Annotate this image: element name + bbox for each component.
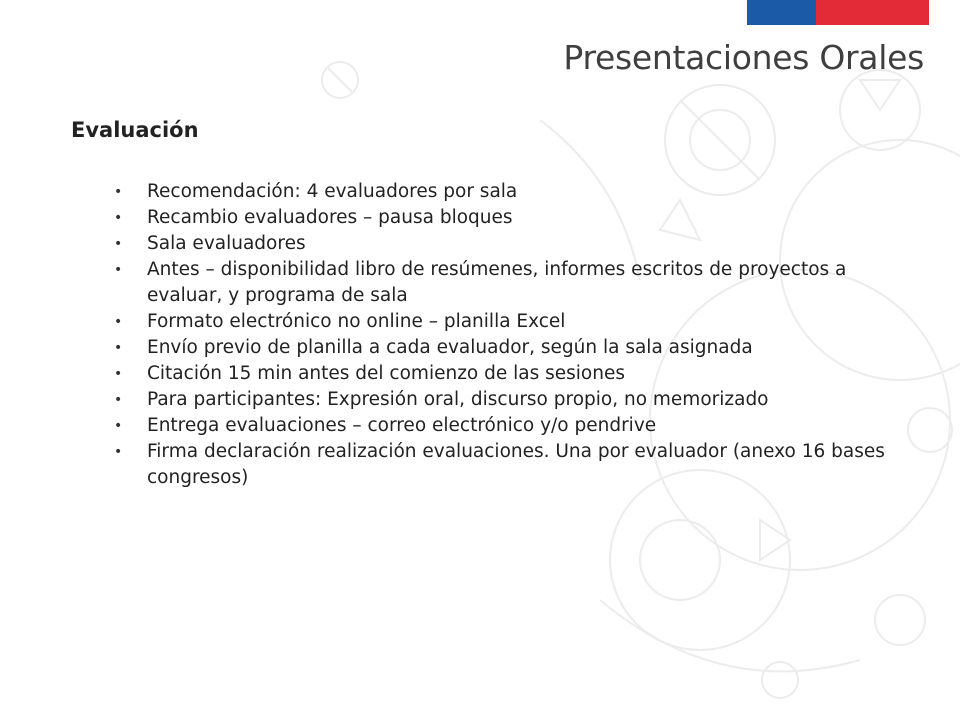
list-item [114, 413, 914, 439]
list-item-text: Antes – disponibilidad libro de resúmenes, informes escritos de proyectos a evaluar, y programa de sala [147, 259, 847, 306]
bullet-list [114, 179, 914, 491]
list-item-text: Envío previo de planilla a cada evaluador, según la sala asignada [147, 337, 753, 358]
list-item-text: Entrega evaluaciones – correo electrónico y/o pendrive [147, 415, 657, 436]
section-heading: Evaluación [71, 118, 199, 142]
list-item-text: Recambio evaluadores – pausa bloques [147, 207, 513, 228]
bullet-dot-icon: • [114, 184, 123, 200]
list-item [114, 439, 914, 491]
list-item [114, 309, 914, 335]
flag-red-block [816, 0, 929, 25]
list-item [114, 335, 914, 361]
bullet-dot-icon: • [114, 210, 123, 226]
bullet-dot-icon: • [114, 444, 123, 460]
flag-bar [747, 0, 929, 25]
list-item [114, 231, 914, 257]
bullet-dot-icon: • [114, 418, 123, 434]
list-item-text: Firma declaración realización evaluaciones. Una por evaluador (anexo 16 bases congresos) [147, 441, 885, 488]
bullet-dot-icon: • [114, 314, 123, 330]
flag-blue-block [747, 0, 816, 25]
bullet-dot-icon: • [114, 236, 123, 252]
list-item-text: Citación 15 min antes del comienzo de las sesiones [147, 363, 625, 384]
bullet-dot-icon: • [114, 262, 123, 278]
page-title: Presentaciones Orales [563, 38, 924, 77]
list-item-text: Sala evaluadores [147, 233, 306, 254]
bullet-dot-icon: • [114, 392, 123, 408]
list-item-text: Formato electrónico no online – planilla Excel [147, 311, 566, 332]
list-item [114, 361, 914, 387]
list-item [114, 257, 914, 309]
bullet-dot-icon: • [114, 340, 123, 356]
list-item-text: Recomendación: 4 evaluadores por sala [147, 181, 518, 202]
list-item [114, 387, 914, 413]
bullet-dot-icon: • [114, 366, 123, 382]
list-item [114, 179, 914, 205]
list-item-text: Para participantes: Expresión oral, discurso propio, no memorizado [147, 389, 769, 410]
list-item [114, 205, 914, 231]
